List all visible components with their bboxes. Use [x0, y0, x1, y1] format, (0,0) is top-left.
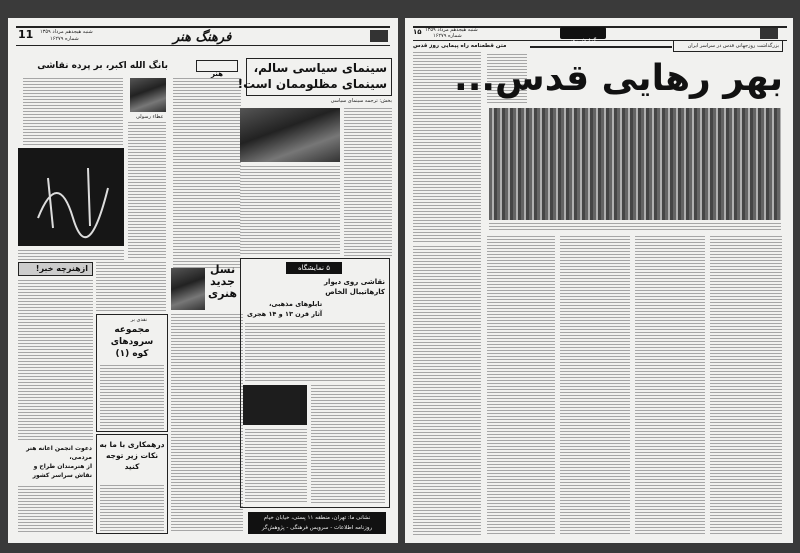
cinema-photo — [240, 108, 340, 162]
section-label-box — [560, 27, 606, 44]
author-photo — [130, 78, 166, 112]
religious-paintings-line1: تابلوهای مذهبی، — [268, 300, 323, 308]
cinema-headline — [238, 60, 387, 92]
date: شنبه هیجدهم مرداد ۱۳۵۹ — [425, 27, 478, 33]
cooperation-box — [96, 434, 168, 534]
artist-photo — [171, 268, 205, 310]
address-line2: روزنامه اطلاعات - سرویس فرهنگی - پژوهش‌گر — [261, 525, 373, 531]
invitation-headline-line1: دعوت انجمن اعانه هنر مردمی، — [26, 445, 92, 461]
invitation-headline-line2: از هنرمندان طراح و نقاش سراسر کشور — [32, 463, 92, 479]
issue-number: شماره ۱۶۲۷۹ — [50, 36, 79, 42]
byline: بخش: ترجمه سینمای سیاسی — [330, 98, 392, 104]
section-logo: فرهنگ هنر — [173, 30, 232, 45]
demonstration-photo — [489, 108, 781, 220]
new-generation-line2: جدید — [210, 275, 235, 288]
date: شنبه هیجدهم مرداد ۱۳۵۹ — [40, 29, 93, 35]
poetry-headline-line1: مجموعه سرودهای — [110, 325, 154, 347]
religious-paintings-headline — [247, 299, 322, 319]
issue-number: شماره ۱۶۲۷۹ — [433, 33, 462, 39]
poetry-headline — [99, 324, 165, 360]
wall-painting-headline — [324, 277, 385, 297]
wall-painting-line1: نقاشی روی دیوار — [324, 278, 385, 286]
badge-label: نمایشگاه — [298, 264, 324, 272]
exhibition-photo — [243, 385, 307, 425]
exhibition-section — [240, 258, 390, 508]
kicker-box — [673, 40, 783, 52]
badge-number: ۵ — [326, 264, 330, 272]
main-headline: بهر رهایی قدس... — [454, 58, 783, 99]
section-label: هنر — [210, 70, 224, 78]
calligraphy-artwork — [18, 148, 124, 246]
page-number: ۱۵ — [413, 28, 422, 36]
wall-painting-line2: کارهاتیبال الخاص — [325, 288, 385, 296]
address-line1: نشانی ما: تهران، منطقه ۱۱ پستی، خیابان خیام — [263, 515, 371, 521]
left-newspaper-page — [8, 18, 398, 543]
news-box — [18, 262, 93, 276]
photo-caption: عطاء رسولی — [136, 114, 164, 120]
new-generation-headline — [208, 264, 237, 300]
section-label: گزارش روز — [569, 38, 597, 44]
article-headline: بانگ الله اکبر، بر پرده نقاشی — [37, 61, 168, 71]
cinema-headline-line2: سینمای مظلوممان است! — [237, 77, 387, 91]
page-number: 11 — [18, 28, 34, 41]
cinema-headline-frame — [237, 58, 392, 96]
new-generation-line3: هنری — [208, 287, 238, 300]
masthead-logo — [760, 28, 778, 39]
cinema-headline-line1: سینمای سیاسی سالم، — [253, 61, 387, 75]
main-kicker: بزرگداشت روزجهانی قدس در سراسر ایران — [687, 43, 779, 49]
exhibition-badge — [286, 262, 342, 274]
invitation-headline — [18, 444, 92, 480]
kicker: نقدی بر — [130, 317, 147, 323]
poetry-review-box — [96, 314, 168, 432]
news-box-title: ازهنرچه خبر! — [35, 264, 88, 273]
religious-paintings-line2: آثار قرن ۱۳ و ۱۴ هجری — [247, 310, 323, 318]
cooperation-headline-line2: نکات زیر توجه کنید — [105, 451, 159, 471]
side-article-headline: متن قطعنامه راه پیمایی روز قدس — [413, 43, 507, 49]
poetry-headline-line2: کوه (۱) — [115, 349, 149, 359]
masthead-logo — [370, 30, 388, 42]
address-band — [248, 512, 386, 534]
cooperation-headline-line1: درهمکاری با ما به — [99, 440, 165, 449]
right-newspaper-page — [405, 18, 793, 543]
new-generation-line1: نسل — [209, 263, 236, 276]
section-label-box — [196, 60, 238, 78]
cooperation-headline — [99, 439, 165, 472]
